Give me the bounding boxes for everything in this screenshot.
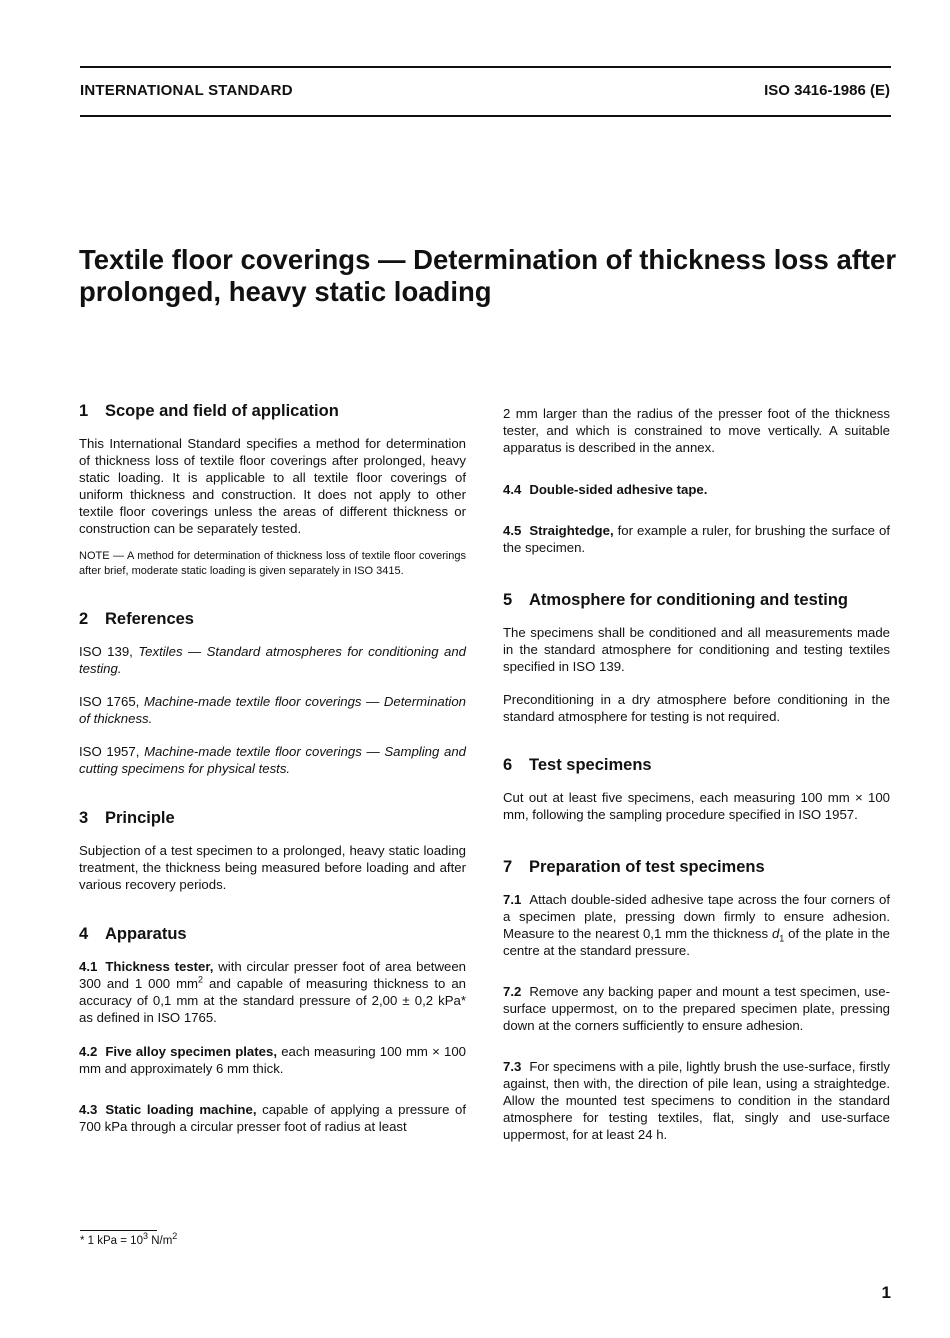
section-3-heading: 3 Principle (79, 809, 175, 827)
section-6-heading: 6 Test specimens (503, 756, 652, 774)
section-3-paragraph: Subjection of a test specimen to a prolonged, heavy static loading treatment, the thickness being measured before loading and after various recovery periods. (79, 843, 466, 892)
section-1-heading: 1 Scope and field of application (79, 402, 339, 420)
section-7-heading: 7 Preparation of test specimens (503, 858, 765, 876)
page-number: 1 (881, 1283, 891, 1302)
section-2-heading: 2 References (79, 610, 194, 628)
section-6-paragraph: Cut out at least five specimens, each measuring 100 mm × 100 mm, following the sampling procedure specified in ISO 1957. (503, 790, 890, 822)
reference-iso-1957: ISO 1957, Machine-made textile floor coverings — Sampling and cutting specimens for physical tests. (79, 744, 466, 776)
header-standard-type: INTERNATIONAL STANDARD (80, 82, 293, 99)
right-column (503, 405, 890, 1143)
section-5-paragraph-2: Preconditioning in a dry atmosphere before conditioning in the standard atmosphere for testing is not required. (503, 692, 890, 724)
item-4-5: 4.5 Straightedge, for example a ruler, for brushing the surface of the specimen. (503, 523, 890, 555)
header-rule-top (80, 66, 891, 68)
item-4-1: 4.1 Thickness tester, with circular presser foot of area between 300 and 1 000 $mm^2$ and capable of measuring thickness to an accuracy of 0,1 mm at the standard pressure of 2,00 ± 0,2 kPa* as defined in ISO 1765. (79, 959, 466, 1025)
footnote: * 1 kPa = $10^3$ $N/m^2$ (80, 1231, 178, 1247)
item-7-2: 7.2 Remove any backing paper and mount a test specimen, use-surface uppermost, on to the prepared specimen plate, pressing down at the corners sufficiently to ensure adhesion. (503, 984, 890, 1033)
item-7-1: 7.1 Attach double-sided adhesive tape across the four corners of a specimen plate, pressing down firmly to ensure adhesion. Measure to the nearest 0,1 mm the thickness $d_1$ of the plate in the centre at the standard pressure. (503, 892, 891, 958)
item-4-3-continued: 2 mm larger than the radius of the presser foot of the thickness tester, and which is constrained to move vertically. A suitable apparatus is described in the annex. (503, 406, 890, 455)
reference-iso-139: ISO 139, Textiles — Standard atmospheres for conditioning and testing. (79, 644, 466, 676)
left-column (79, 401, 466, 1135)
section-1-paragraph: This International Standard specifies a method for determination of thickness loss of textile floor coverings after prolonged, heavy static loading. It is applicable to all textile floor coverings of uniform thickness and construction. It does not apply to other textile floor coverings unless the areas of different thickness or construction can be separately tested. (79, 436, 466, 536)
section-1-note: NOTE — A method for determination of thickness loss of textile floor coverings after brief, moderate static loading is given separately in ISO 3415. (79, 550, 466, 577)
header-standard-number: ISO 3416-1986 (E) (764, 82, 890, 99)
section-5-heading: 5 Atmosphere for conditioning and testing (503, 591, 848, 609)
reference-iso-1765: ISO 1765, Machine-made textile floor coverings — Determination of thickness. (79, 694, 466, 726)
item-7-3: 7.3 For specimens with a pile, lightly brush the use-surface, firstly against, then with, the direction of pile lean, using a straightedge. Allow the mounted test specimens to condition in the standard atmosphere for testing textiles, flat, singly and use-surface uppermost, for at least 24 h. (503, 1059, 890, 1142)
item-4-3: 4.3 Static loading machine, capable of applying a pressure of 700 kPa through a circular presser foot of radius at least (79, 1102, 467, 1134)
item-4-4: 4.4 Double-sided adhesive tape. (503, 482, 708, 497)
section-5-paragraph-1: The specimens shall be conditioned and all measurements made in the standard atmosphere for conditioning and testing textiles specified in ISO 139. (503, 625, 890, 674)
header-rule-bottom (80, 115, 891, 117)
item-4-2: 4.2 Five alloy specimen plates, each measuring 100 mm × 100 mm and approximately 6 mm thick. (79, 1044, 467, 1076)
section-4-heading: 4 Apparatus (79, 925, 187, 943)
document-title: Textile floor coverings — Determination of thickness loss after prolonged, heavy static loading (79, 244, 897, 307)
